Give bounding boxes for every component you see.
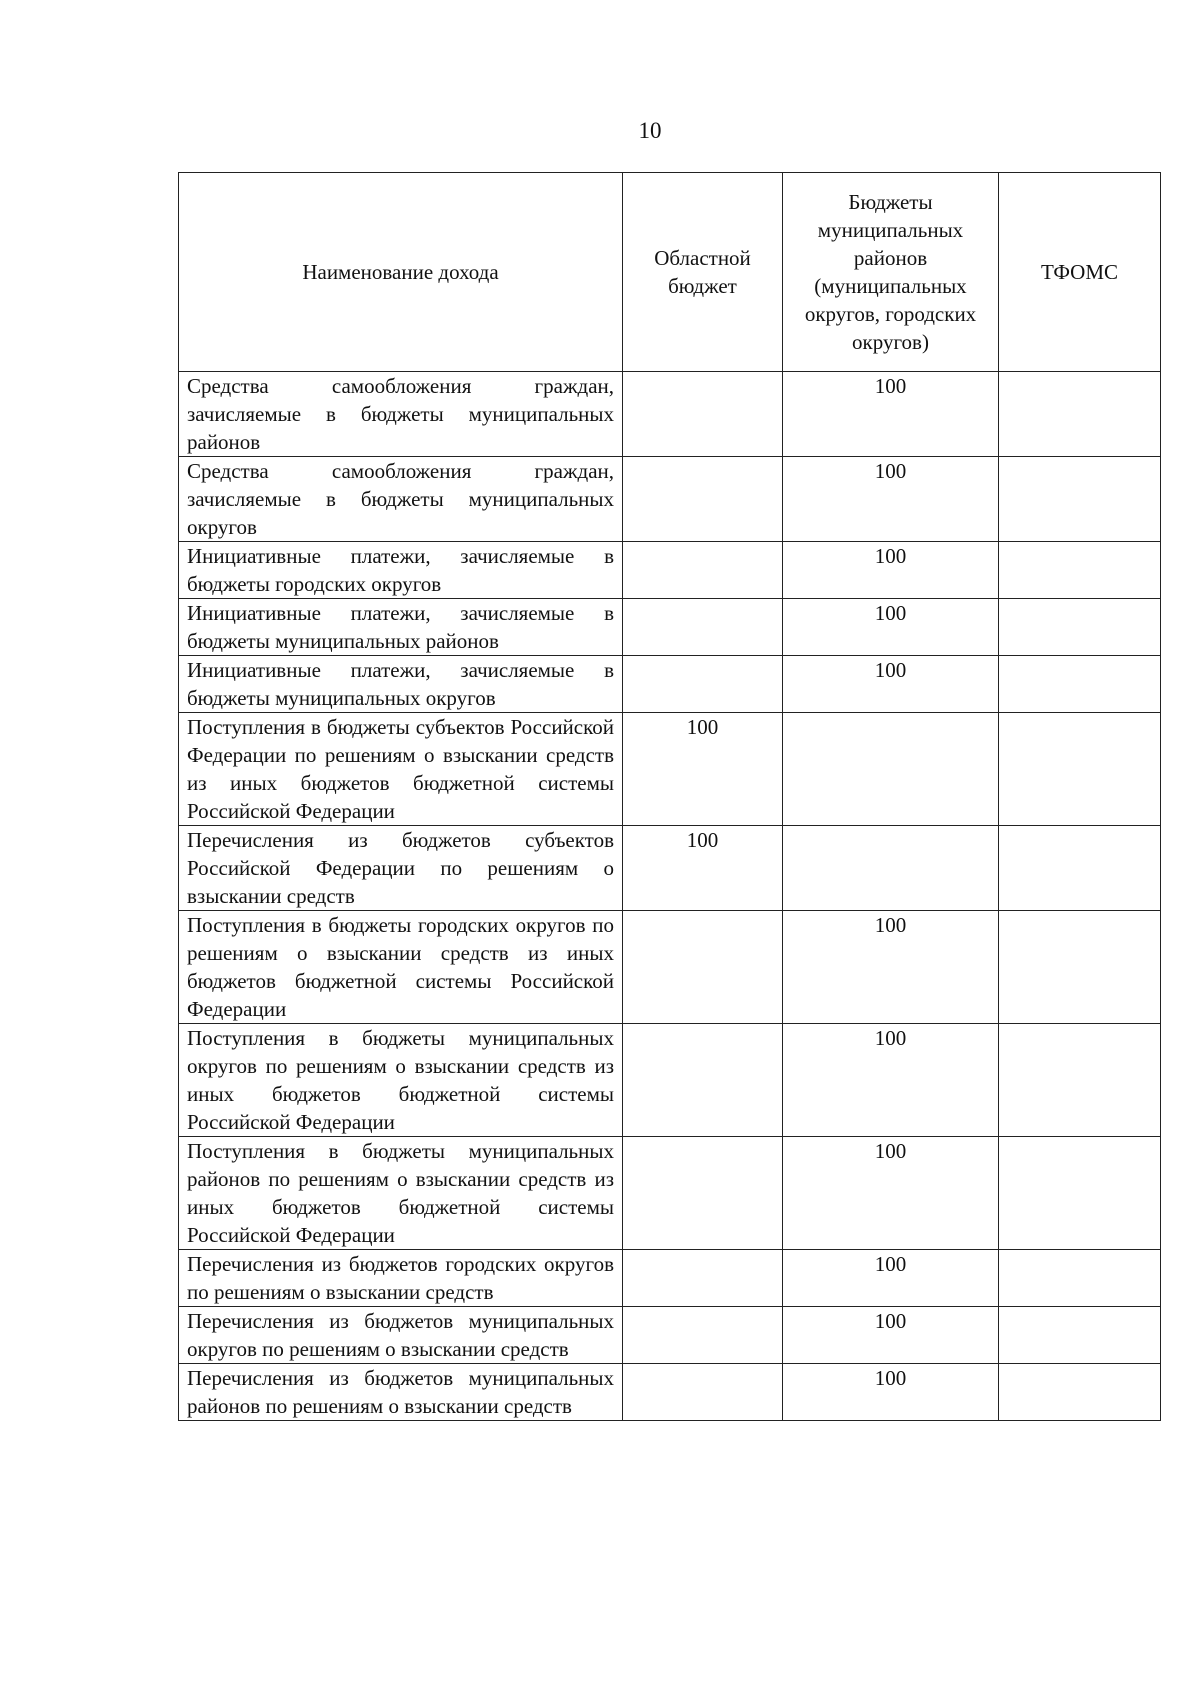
tfoms-value-cell xyxy=(999,911,1161,1024)
municipal-value-cell: 100 xyxy=(783,599,999,656)
municipal-value-cell: 100 xyxy=(783,1250,999,1307)
income-name-cell: Средства самообложения граждан, зачисляемые в бюджеты муниципальных округов xyxy=(179,457,623,542)
table-row xyxy=(179,1364,1161,1421)
table-row xyxy=(179,713,1161,826)
oblast-value-cell xyxy=(623,1024,783,1137)
oblast-value-cell xyxy=(623,1250,783,1307)
tfoms-value-cell xyxy=(999,826,1161,911)
income-name-cell: Инициативные платежи, зачисляемые в бюджеты муниципальных округов xyxy=(179,656,623,713)
oblast-value-cell xyxy=(623,457,783,542)
table-row xyxy=(179,372,1161,457)
table-row xyxy=(179,1137,1161,1250)
table-body xyxy=(179,372,1161,1421)
table-row xyxy=(179,542,1161,599)
tfoms-value-cell xyxy=(999,457,1161,542)
municipal-value-cell: 100 xyxy=(783,1137,999,1250)
oblast-value-cell xyxy=(623,911,783,1024)
table-row xyxy=(179,1024,1161,1137)
table-row xyxy=(179,599,1161,656)
tfoms-value-cell xyxy=(999,713,1161,826)
table-row xyxy=(179,457,1161,542)
tfoms-value-cell xyxy=(999,372,1161,457)
income-name-cell: Поступления в бюджеты муниципальных районов по решениям о взыскании средств из иных бюджетов бюджетной системы Российской Федерации xyxy=(179,1137,623,1250)
tfoms-value-cell xyxy=(999,656,1161,713)
table-header-row xyxy=(179,173,1161,372)
oblast-value-cell xyxy=(623,372,783,457)
tfoms-value-cell xyxy=(999,599,1161,656)
header-tfoms: ТФОМС xyxy=(999,173,1161,372)
oblast-value-cell xyxy=(623,542,783,599)
income-name-cell: Перечисления из бюджетов муниципальных округов по решениям о взыскании средств xyxy=(179,1307,623,1364)
municipal-value-cell: 100 xyxy=(783,656,999,713)
table-row xyxy=(179,826,1161,911)
table-row xyxy=(179,911,1161,1024)
income-name-cell: Перечисления из бюджетов субъектов Российской Федерации по решениям о взыскании средств xyxy=(179,826,623,911)
municipal-value-cell: 100 xyxy=(783,1024,999,1137)
tfoms-value-cell xyxy=(999,1137,1161,1250)
table-row xyxy=(179,1250,1161,1307)
oblast-value-cell: 100 xyxy=(623,826,783,911)
tfoms-value-cell xyxy=(999,1364,1161,1421)
oblast-value-cell xyxy=(623,1364,783,1421)
header-income-name: Наименование дохода xyxy=(179,173,623,372)
oblast-value-cell xyxy=(623,1137,783,1250)
oblast-value-cell xyxy=(623,1307,783,1364)
income-name-cell: Средства самообложения граждан, зачисляемые в бюджеты муниципальных районов xyxy=(179,372,623,457)
table-row xyxy=(179,656,1161,713)
oblast-value-cell: 100 xyxy=(623,713,783,826)
municipal-value-cell xyxy=(783,826,999,911)
income-name-cell: Перечисления из бюджетов городских округов по решениям о взыскании средств xyxy=(179,1250,623,1307)
tfoms-value-cell xyxy=(999,1307,1161,1364)
tfoms-value-cell xyxy=(999,542,1161,599)
oblast-value-cell xyxy=(623,656,783,713)
header-oblast-budget: Областной бюджет xyxy=(623,173,783,372)
municipal-value-cell: 100 xyxy=(783,542,999,599)
income-name-cell: Перечисления из бюджетов муниципальных районов по решениям о взыскании средств xyxy=(179,1364,623,1421)
municipal-value-cell: 100 xyxy=(783,457,999,542)
municipal-value-cell: 100 xyxy=(783,372,999,457)
header-municipal-budgets: Бюджеты муниципальных районов (муниципальных округов, городских округов) xyxy=(783,173,999,372)
oblast-value-cell xyxy=(623,599,783,656)
tfoms-value-cell xyxy=(999,1024,1161,1137)
income-name-cell: Инициативные платежи, зачисляемые в бюджеты городских округов xyxy=(179,542,623,599)
page-number: 10 xyxy=(638,118,662,143)
tfoms-value-cell xyxy=(999,1250,1161,1307)
municipal-value-cell xyxy=(783,713,999,826)
income-name-cell: Инициативные платежи, зачисляемые в бюджеты муниципальных районов xyxy=(179,599,623,656)
income-distribution-table xyxy=(178,172,1161,1421)
table-row xyxy=(179,1307,1161,1364)
municipal-value-cell: 100 xyxy=(783,1307,999,1364)
income-name-cell: Поступления в бюджеты городских округов по решениям о взыскании средств из иных бюджетов бюджетной системы Российской Федерации xyxy=(179,911,623,1024)
municipal-value-cell: 100 xyxy=(783,911,999,1024)
income-name-cell: Поступления в бюджеты субъектов Российской Федерации по решениям о взыскании средств из иных бюджетов бюджетной системы Российской Федерации xyxy=(179,713,623,826)
municipal-value-cell: 100 xyxy=(783,1364,999,1421)
income-name-cell: Поступления в бюджеты муниципальных округов по решениям о взыскании средств из иных бюджетов бюджетной системы Российской Федерации xyxy=(179,1024,623,1137)
